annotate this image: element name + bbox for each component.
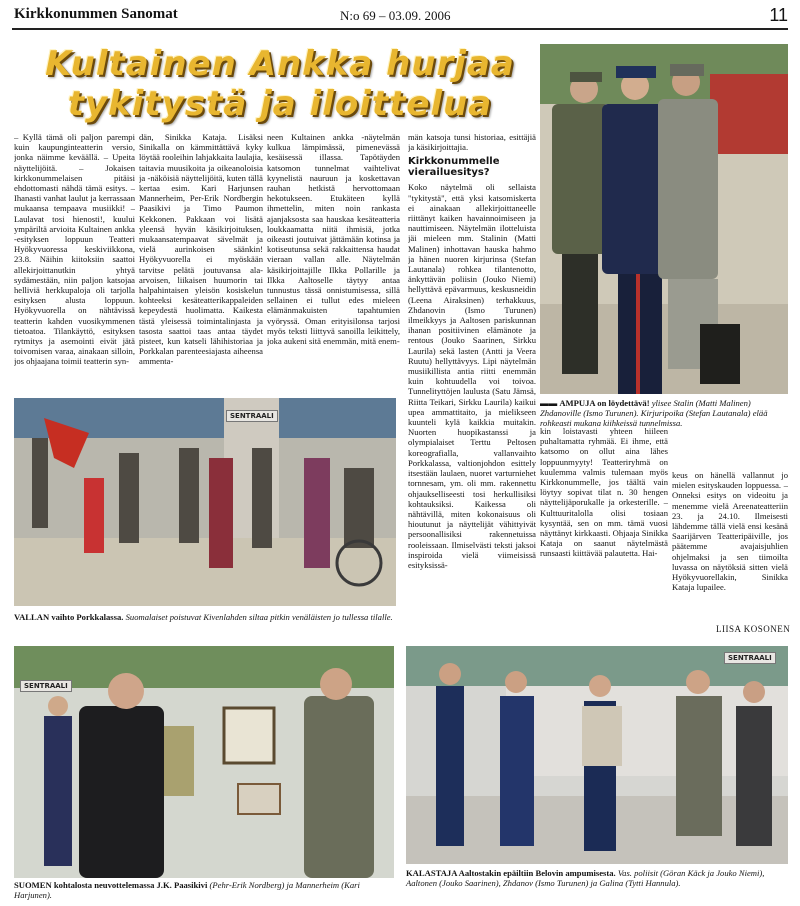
caption-photo-4 [406, 868, 788, 888]
caption-lead: AMPUJA on löydettävä! [559, 398, 650, 408]
photo-stalin-scene [540, 44, 788, 394]
caption-text: (Pehr-Erik Nordberg) ja Mannerheim (Kari Harjunen). [14, 880, 360, 901]
headline: Kultainen Ankka hurjaa tykitystä ja iloittelua [45, 44, 515, 124]
issue-info: N:o 69 – 03.09. 2006 [340, 8, 451, 23]
photo-aaltonen-scene [406, 646, 788, 864]
photo-border-image [14, 398, 396, 606]
subheading: Kirkkonummelle vierailuesitys? [408, 156, 500, 179]
newspaper-name: Kirkkonummen Sanomat [14, 6, 178, 22]
article-paragraph: dän, Sinikka Kataja. Lisäksi Sinikalla on kämmittättävä kyky löytää rooleihin lahjakkaita laulajia, taitavia muusikoita ja oikeanoloisia ja -näköisiä näyttelijöitä, kuten tällä kertaa esim. Kari Harjunsen Mannerheim, Per-Erik Nordbergin Paasikivi ja Timo Paumon Kekkonen. Pakkaan voi lisätä yleensä hyvän käsikirjoituksen, mukaansatempaavat sävelmät ja vielä aurinkoisen säänkin! Hyökyvuorella ei myöskään tarvitse pelätä joutuvansa ala-arvoisen, liikaisen huumorin tai halpahintaisen yleisön kosiskelun kohteeksi kesäteatterikappaleiden kepeydestä huolimatta. Kaikesta tästä yleisessä toimintalinjasta ja tasosta saattoi taas antaa täydet pisteet, kun katseli lähihistoriaa ja Porkkalan parenteesiajasta aiheensa ammenta- [139, 132, 263, 367]
article-paragraph: neen Kultainen ankka -näytelmän kulkua lämpimässä, pimenevässä kesäisessä illassa. Tapötäyden katsomon tunnelmat vaihtelivat kyynelistä nauruun ja koskettavan rauhan hetkistä hervottomaan hekotukseen. Etukäteen kyllä ihmettelin, miten noin rankasta ajanjaksosta saa hauskaa kesäteatteria loukkaamatta niitä ihmisiä, jotka oikeasti joutuivat jättämään kotinsa ja kotiseutunsa sekä rakkaittensa haudat vieraan vallan alle. Näytelmän käsikirjoittajille Ilkka Pollarille ja Ilkka Aaltoselle täytyy antaa tunnustus tässä onnistumisessa, sillä sellainen ei tullut edes mieleen elämänmakuisten tapahtumien vyöryssä. Oman erityisilonsa tarjosi myös teksti liittyvä sanoilla leikittely, joka aukeni sitä enemmän, mitä enem- [267, 132, 400, 347]
caption-lead: VALLAN vaihto Porkkalassa. [14, 612, 124, 622]
article-column-4 [408, 132, 536, 632]
article-column-1 [14, 132, 135, 394]
caption-text: Suomalaiset poistuvat Kivenlahden siltaa pitkin venäläisten jo tullessa tilalle. [125, 612, 393, 622]
photo-sign: SENTRAALI [226, 410, 278, 422]
photo-sign: SENTRAALI [20, 680, 72, 692]
photo-aaltonen-image [406, 646, 788, 864]
caption-text: Vas. poliisit (Göran Käck ja Jouko Niemi), Aaltonen (Jouko Saarinen), Zhdanov (Ismo Turunen) ja Galina (Tytti Hannula). [406, 868, 765, 889]
article-column-5 [540, 426, 668, 636]
article-column-3 [267, 132, 400, 394]
photo-sign: SENTRAALI [724, 652, 776, 664]
article-paragraph: Koko näytelmä oli sellaista "tykitystä", että yksi katsomiskerta ei ainakaan allekirjoittaneelle riittänyt kaiken havainnoimiseen ja nauttimiseen. Näytelmän ilotteluista jäi mieleen mm. Stalinin (Matti Malinen) inhottavan hauska hahmo ja hänen nuoren kirjurinsa (Stefan Lautanala) rohkea tilantenotto, änkyttävän poliisin (Jouko Niemi) hellyttävä epävarmuus, keskusneidin (Leena Airaksinen) terhakkuus, Zhdanovin (Ismo Turunen) ilmeikkyys ja Aaltosen pariskunnan ihanan positiivinen elämänote ja rentous (Jouko Saarinen, Sirkku Laurila) sekä lasten (Antti ja Veera Ruutu) hellyttävyys. Lipi näytelmän musiikillista antia riitti enemmän kuin kohtuudella voi toivoa. Tunnelityttöjen laulusta (Satu Jämsä, Riitta Teikari, Sirkku Laurila) kaikui upea ammattitaito, ja mielikseen kuunteli kylä kaikkia muitakin. Nuorten huopikastanssi ja olympialaiset Terttu Peltosen koreografialla, vallanvaihto Porkkalassa, valtionjohdon esittely itsestään laulaen, nuoret varturniehet tornnesam, ym. oli mm. rakennettu ohjaukselliseesti tosi herkullisiksi kohtauksiksi. Kaikessa oli nähtävillä, miten kokonaisuus oli hioutunut ja näyttelijät vähittyivät persoonallisiksi rakennetuissa rooleissaan. Ilmiselvästi teksti jaksoi inspiroida vielä viimeisissä esityksissä- [408, 182, 536, 570]
caption-lead: SUOMEN kohtalosta neuvottelemassa J.K. Paasikivi [14, 880, 208, 890]
page-number: 11 [769, 5, 788, 25]
caption-text: ylisee Stalin (Matti Malinen) Zhdanoville (Ismo Turunen). Kirjuripoika (Stefan Lautanala) elää rohkeasti mukana kiihkeissä tunnelmissa. [540, 398, 768, 429]
caption-lead: KALASTAJA Aaltostakin epäiltiin Belovin ampumisesta. [406, 868, 616, 878]
photo-stalin-image [540, 44, 788, 394]
article-column-6 [672, 470, 788, 620]
caption-photo-2 [14, 612, 396, 622]
byline-signature: LIISA KOSONEN [716, 624, 791, 634]
article-column-2 [139, 132, 263, 394]
photo-border-crossing [14, 398, 396, 606]
photo-paasikivi-mannerheim [14, 646, 394, 878]
article-paragraph: kin loistavasti yhteen hiileen puhaltamatta ryhmää. Ei ihme, että katsomo on ollut aina lähes loppuunmyyty! Teatteriryhmä on kuulemma valmis tulemaan myös Kirkkonummelle, jos täältä vain löytyy sopivat tilat n. 30 hengen näyttelijäporukalle ja orkesterille. – Kulttuuritalolla olisi tosiaan kysyntää, sen on mm. tämä vuosi näyttänyt kirkkaasti. Ohjaaja Sinikka Kataja on saanut näytelmästä runsaasti kiittävää palautetta. Hai- [540, 426, 668, 559]
article-paragraph: – Kyllä tämä oli paljon parempi kuin kaupunginteatterin versio, jonka näimme keväällä. – Upeita näyttelijöitä. – Jokaisen kirkkonummelaisen pitäisi ehdottomasti nähdä tämä esitys. – Ihanasti vanhat laulut ja kerrassaan mukaansa tempaava musiikki! – Laulavat tosi hienosti!, kuului ympäriltä arvioita Kultainen ankka -esityksen loppuun Teatteri Hyökyvuoressa keskiviikkona, 23.8. Näihin kiitoksiin saattoi allekirjoittanutkin yhtyä sydämestään, niin paljon katsojaa helliviä herkkupaloja oli tarjolla esityksen alusta loppuun. Hyökyvuorella on nähtävissä teatterin kahden vuosikymmenen tietoatoa. Tilankäyttö, esityksen rytmitys ja asemointi eivät jätä toivomisen varaa, ainakaan silloin, jos ohjaajana toimii teatterin syn- [14, 132, 135, 367]
article-paragraph: män katsoja tunsi historiaa, esittäjiä ja käsikirjoittajia. [408, 132, 536, 153]
caption-photo-1: ▬▬ AMPUJA on löydettävä! ylisee Stalin (Matti Malinen) Zhdanoville (Ismo Turunen). Kirjuripoika (Stefan Lautanala) elää rohkeasti mukana kiihkeissä tunnelmissa. [540, 398, 768, 429]
caption-photo-3 [14, 880, 394, 900]
article-paragraph: keus on hänellä vallannut jo mielen esityskauden loppuessa. – Onneksi esitys on videoitu ja menemme vielä Areenateatteriin 23. ja 24.10. Ilmeisesti lähdemme tällä vielä ensi kesänä Saarijärven Teatteripäiville, jos päätemme avajaisjuhlien ohjelmaksi ja sen tiimoilta luvassa on näytöksiä sitten vielä Hyökyvuorellakin, Sinikka Kataja lupailee. [672, 470, 788, 593]
masthead-rule [12, 28, 788, 30]
